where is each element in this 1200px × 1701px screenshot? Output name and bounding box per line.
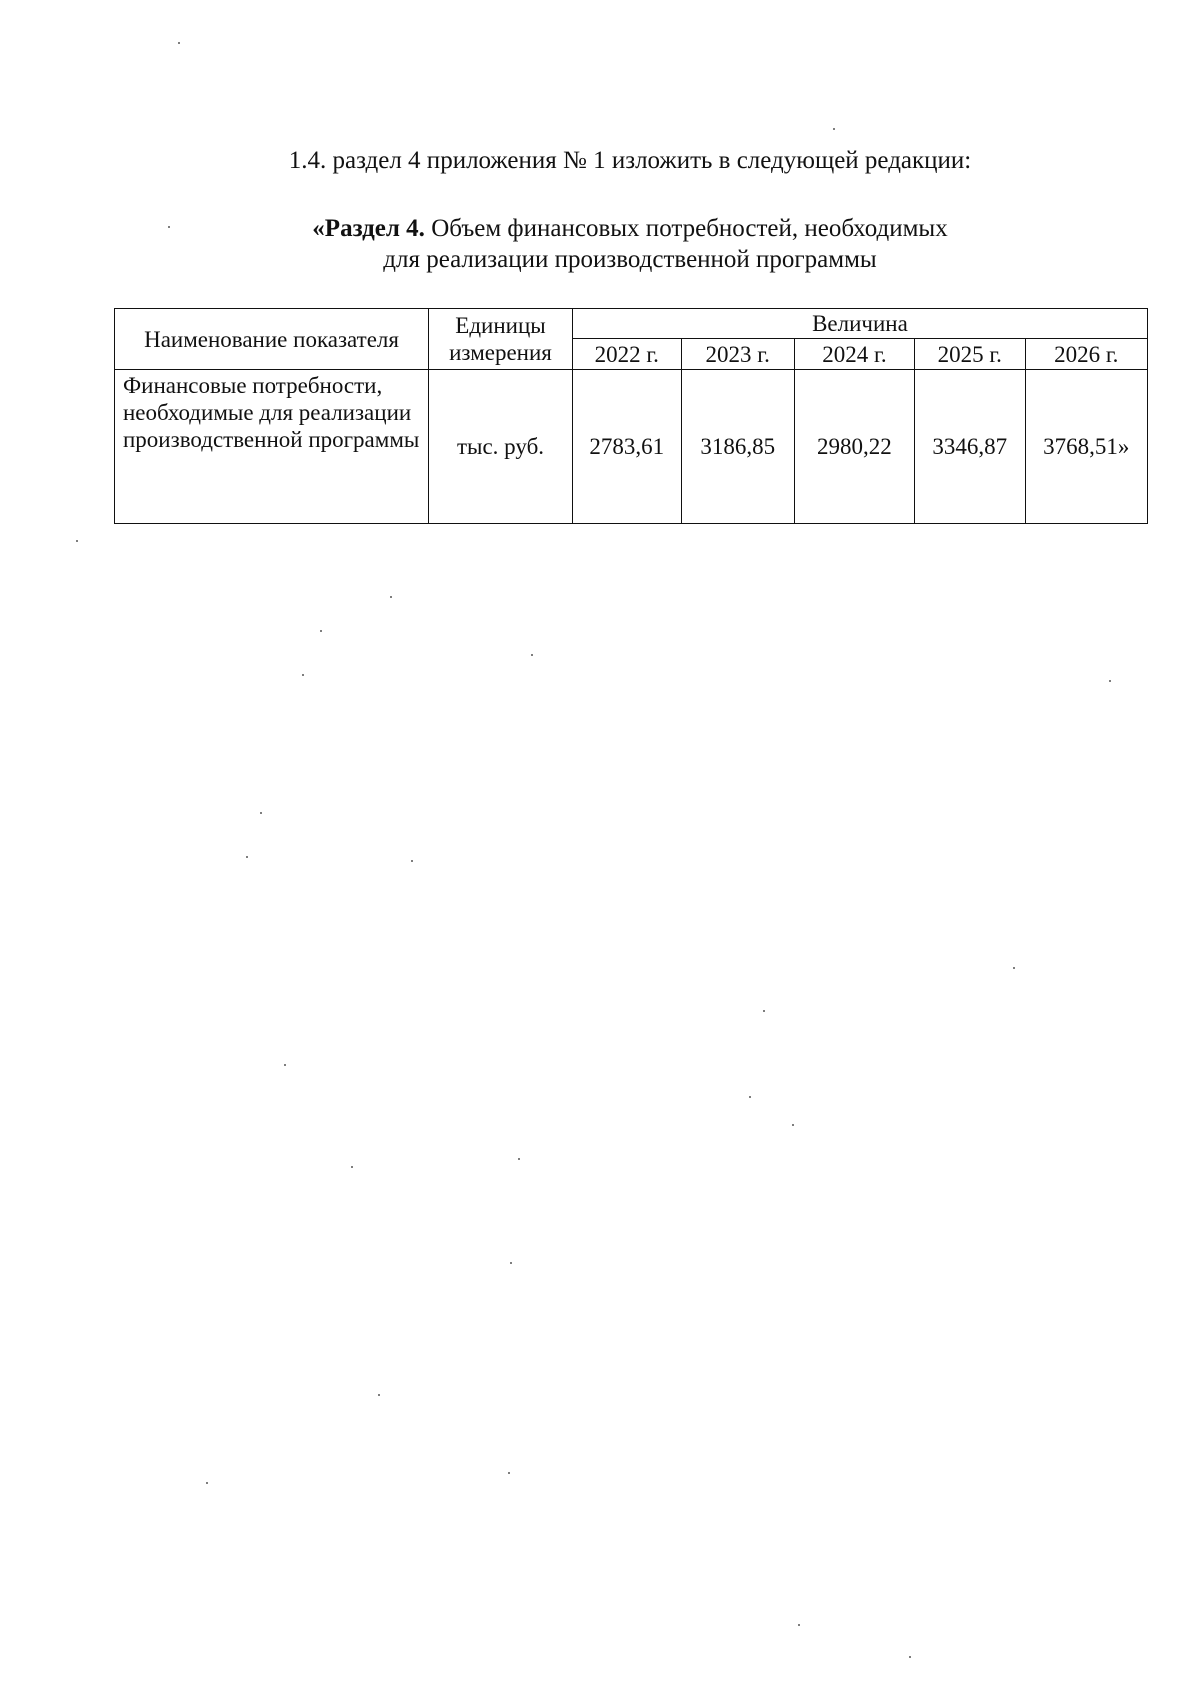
scan-speck	[1109, 680, 1111, 682]
scan-speck	[792, 1124, 794, 1126]
intro-paragraph: 1.4. раздел 4 приложения № 1 изложить в следующей редакции:	[288, 147, 972, 174]
header-year-2026: 2026 г.	[1025, 339, 1147, 370]
scan-speck	[390, 596, 392, 598]
cell-value-2024: 2980,22	[794, 370, 914, 524]
cell-value-2026: 3768,51»	[1025, 370, 1147, 524]
cell-value-2023: 3186,85	[681, 370, 794, 524]
scan-speck	[378, 1394, 380, 1396]
scan-speck	[246, 856, 248, 858]
scan-speck	[76, 540, 78, 542]
scan-speck	[1013, 967, 1015, 969]
header-year-2022: 2022 г.	[572, 339, 681, 370]
scan-speck	[508, 1472, 510, 1474]
scan-speck	[178, 42, 180, 44]
scan-speck	[798, 1624, 800, 1626]
scan-speck	[763, 1010, 765, 1012]
section-heading-title-line2: для реализации производственной программы	[383, 246, 877, 273]
header-year-2024: 2024 г.	[794, 339, 914, 370]
header-value-group: Величина	[572, 309, 1147, 339]
cell-unit: тыс. руб.	[429, 370, 573, 524]
scan-speck	[833, 128, 835, 130]
financial-needs-table	[114, 308, 1148, 524]
scan-speck	[320, 630, 322, 632]
section-heading-label: «Раздел 4.	[312, 215, 425, 242]
cell-indicator-name: Финансовые потребности, необходимые для реализации производственной программы	[115, 370, 429, 524]
scan-speck	[168, 226, 170, 228]
table-row	[115, 370, 1148, 524]
header-year-2025: 2025 г.	[915, 339, 1026, 370]
scan-speck	[284, 1064, 286, 1066]
cell-value-2025: 3346,87	[915, 370, 1026, 524]
cell-value-2022: 2783,61	[572, 370, 681, 524]
header-indicator-name: Наименование показателя	[115, 309, 429, 370]
header-year-2023: 2023 г.	[681, 339, 794, 370]
scan-speck	[531, 654, 533, 656]
table-header-row	[115, 309, 1148, 339]
scan-speck	[302, 674, 304, 676]
scan-speck	[351, 1166, 353, 1168]
header-unit: Единицы измерения	[429, 309, 573, 370]
scan-speck	[909, 1656, 911, 1658]
scan-speck	[518, 1158, 520, 1160]
scan-speck	[260, 812, 262, 814]
scan-speck	[206, 1482, 208, 1484]
section-heading-title-line1: Объем финансовых потребностей, необходимых	[424, 215, 948, 242]
scan-speck	[749, 1096, 751, 1098]
scan-speck	[510, 1262, 512, 1264]
section-heading	[0, 213, 1200, 275]
scan-speck	[411, 860, 413, 862]
